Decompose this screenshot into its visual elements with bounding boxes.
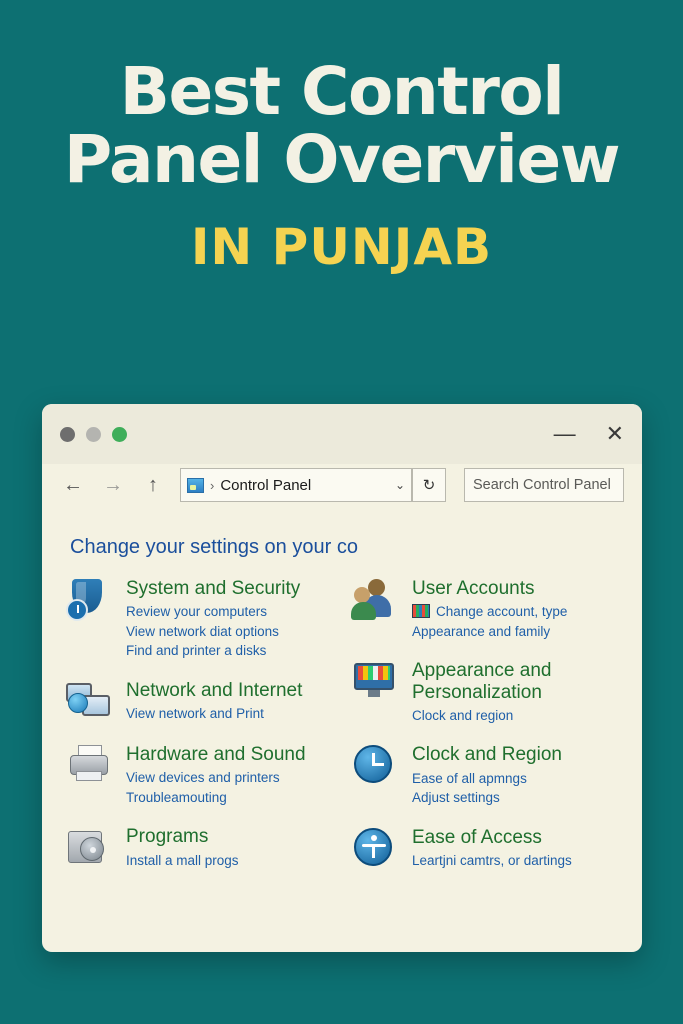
control-panel-icon bbox=[187, 478, 204, 493]
minimize-dot-icon[interactable] bbox=[86, 427, 101, 442]
category-link[interactable]: Ease of all apmngs bbox=[412, 770, 527, 786]
category-links bbox=[126, 704, 302, 724]
category-link[interactable]: Adjust settings bbox=[412, 790, 500, 806]
close-icon[interactable]: ✕ bbox=[605, 421, 624, 446]
category-link[interactable]: Install a mall progs bbox=[126, 852, 239, 868]
programs-icon bbox=[66, 825, 114, 871]
category-link[interactable]: View network and Print bbox=[126, 706, 264, 722]
refresh-button[interactable] bbox=[412, 468, 446, 502]
page-title bbox=[36, 53, 647, 198]
appearance-icon bbox=[352, 659, 400, 705]
category-links bbox=[126, 602, 300, 661]
forward-icon[interactable]: → bbox=[103, 473, 123, 496]
address-bar bbox=[42, 464, 642, 514]
category-links bbox=[412, 851, 572, 871]
category-links bbox=[126, 851, 239, 871]
categories-column-left bbox=[66, 577, 338, 890]
category-link[interactable]: Find and printer a disks bbox=[126, 643, 267, 659]
back-icon[interactable]: ← bbox=[63, 473, 83, 496]
category-clock-and-region[interactable] bbox=[352, 743, 624, 807]
flag-icon bbox=[412, 604, 432, 620]
category-title[interactable]: Appearance and Personalization bbox=[412, 660, 552, 703]
address-path-field[interactable] bbox=[180, 468, 412, 502]
path-text: Control Panel bbox=[220, 476, 312, 494]
window-titlebar bbox=[42, 404, 642, 464]
content-heading: Change your settings on your co bbox=[70, 536, 358, 558]
category-programs[interactable] bbox=[66, 825, 338, 871]
category-link[interactable]: Review your computers bbox=[126, 604, 268, 620]
category-link[interactable]: Clock and region bbox=[412, 707, 514, 723]
page-title-line2: Panel Overview bbox=[63, 120, 620, 198]
window-buttons bbox=[554, 423, 624, 445]
categories-column-right bbox=[352, 577, 624, 890]
control-panel-window bbox=[42, 404, 642, 952]
search-input[interactable] bbox=[464, 468, 624, 502]
category-hardware-and-sound[interactable] bbox=[66, 743, 338, 807]
category-link[interactable]: View network diat options bbox=[126, 623, 279, 639]
category-network-and-internet[interactable] bbox=[66, 679, 338, 725]
maximize-dot-icon[interactable] bbox=[112, 427, 127, 442]
category-link[interactable] bbox=[412, 602, 567, 622]
network-icon bbox=[66, 679, 114, 725]
path-separator: › bbox=[210, 477, 215, 493]
clock-region-icon bbox=[352, 743, 400, 789]
printer-icon bbox=[66, 743, 114, 789]
category-title[interactable]: User Accounts bbox=[412, 578, 535, 599]
user-accounts-icon bbox=[352, 577, 400, 623]
category-links bbox=[412, 769, 562, 808]
category-link[interactable]: Troubleamouting bbox=[126, 789, 227, 805]
category-links bbox=[126, 768, 306, 807]
window-traffic-lights bbox=[60, 427, 127, 442]
category-title[interactable]: Network and Internet bbox=[126, 679, 303, 701]
category-user-accounts[interactable] bbox=[352, 577, 624, 641]
category-links bbox=[412, 602, 567, 641]
category-appearance-and-personalization[interactable] bbox=[352, 659, 624, 725]
category-links bbox=[412, 706, 624, 726]
search-placeholder: Search Control Panel bbox=[473, 477, 611, 493]
ease-of-access-icon bbox=[352, 826, 400, 872]
category-link[interactable]: Leartjni camtrs, or dartings bbox=[412, 853, 572, 869]
close-dot-icon[interactable] bbox=[60, 427, 75, 442]
refresh-icon: ↻ bbox=[422, 477, 436, 494]
category-link[interactable]: Appearance and family bbox=[412, 623, 551, 639]
category-link[interactable]: View devices and printers bbox=[126, 770, 280, 786]
minimize-icon[interactable]: — bbox=[553, 421, 576, 446]
category-ease-of-access[interactable] bbox=[352, 826, 624, 872]
page-title-line1: Best Control bbox=[119, 53, 564, 130]
category-title[interactable]: Hardware and Sound bbox=[126, 743, 306, 765]
categories-grid bbox=[42, 563, 642, 890]
poster-header bbox=[0, 0, 683, 276]
category-title[interactable]: System and Security bbox=[126, 578, 301, 599]
category-title[interactable]: Programs bbox=[126, 826, 209, 848]
shield-icon bbox=[66, 577, 114, 623]
category-title[interactable]: Ease of Access bbox=[412, 826, 542, 848]
chevron-down-icon[interactable]: ⌄ bbox=[394, 478, 405, 492]
category-link-text: Change account, type bbox=[436, 604, 568, 620]
category-system-and-security[interactable] bbox=[66, 577, 338, 661]
up-icon[interactable]: ↑ bbox=[148, 473, 158, 496]
page-subtitle: IN PUNJAB bbox=[190, 217, 493, 276]
category-title[interactable]: Clock and Region bbox=[412, 744, 562, 766]
